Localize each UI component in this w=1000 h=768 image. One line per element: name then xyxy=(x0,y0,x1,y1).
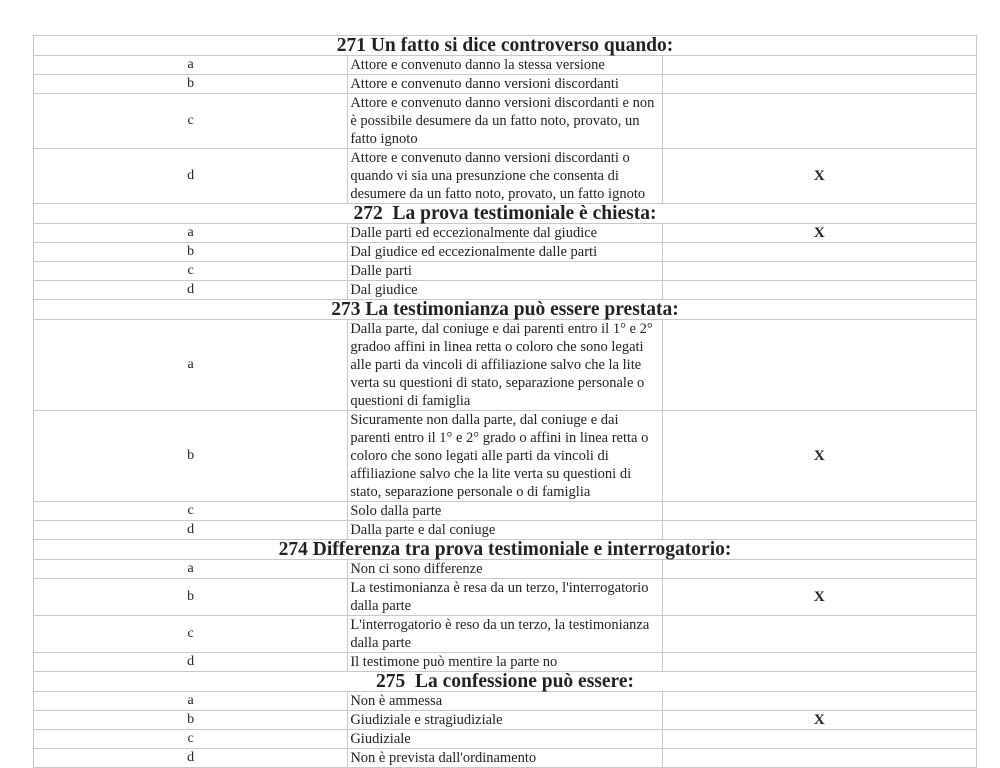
answer-letter: d xyxy=(34,653,348,672)
answer-letter: c xyxy=(34,94,348,149)
answer-row xyxy=(34,262,977,281)
answer-text: Dalle parti xyxy=(348,262,662,281)
answer-letter: a xyxy=(34,560,348,579)
question-header-row xyxy=(34,540,977,560)
answer-letter: d xyxy=(34,281,348,300)
answer-mark xyxy=(662,730,976,749)
answer-letter: c xyxy=(34,616,348,653)
answer-letter: a xyxy=(34,692,348,711)
answer-row xyxy=(34,243,977,262)
answer-mark xyxy=(662,320,976,411)
answer-letter: d xyxy=(34,521,348,540)
answer-letter: a xyxy=(34,224,348,243)
question-header-row xyxy=(34,36,977,56)
answer-text: Non è prevista dall'ordinamento xyxy=(348,749,662,768)
answer-row xyxy=(34,730,977,749)
answer-text: Attore e convenuto danno versioni discordanti o quando vi sia una presunzione che consenta di desumere da un fatto noto, provato, un fatto ignoto xyxy=(348,149,662,204)
answer-letter: b xyxy=(34,711,348,730)
answer-mark xyxy=(662,502,976,521)
answer-text: Dal giudice ed eccezionalmente dalle parti xyxy=(348,243,662,262)
answer-text: Non è ammessa xyxy=(348,692,662,711)
question-header-row xyxy=(34,204,977,224)
answer-letter: c xyxy=(34,730,348,749)
answer-mark: X xyxy=(662,579,976,616)
answer-mark: X xyxy=(662,411,976,502)
answer-letter: b xyxy=(34,579,348,616)
answer-row xyxy=(34,224,977,243)
answer-row xyxy=(34,653,977,672)
answer-row xyxy=(34,521,977,540)
answer-row xyxy=(34,320,977,411)
answer-mark: X xyxy=(662,711,976,730)
answer-text: Dalla parte e dal coniuge xyxy=(348,521,662,540)
answer-mark: X xyxy=(662,149,976,204)
answer-row xyxy=(34,692,977,711)
answer-letter: b xyxy=(34,411,348,502)
question-title: 275 La confessione può essere: xyxy=(34,672,977,692)
answer-letter: a xyxy=(34,320,348,411)
answer-row xyxy=(34,75,977,94)
answer-letter: a xyxy=(34,56,348,75)
answer-letter: c xyxy=(34,502,348,521)
answer-row xyxy=(34,94,977,149)
answer-letter: d xyxy=(34,149,348,204)
answer-row xyxy=(34,560,977,579)
answer-row xyxy=(34,616,977,653)
answer-text: Attore e convenuto danno la stessa versione xyxy=(348,56,662,75)
answer-row xyxy=(34,149,977,204)
answer-letter: d xyxy=(34,749,348,768)
quiz-table xyxy=(33,35,977,768)
answer-text: Giudiziale xyxy=(348,730,662,749)
answer-mark xyxy=(662,281,976,300)
answer-row xyxy=(34,711,977,730)
answer-text: L'interrogatorio è reso da un terzo, la testimonianza dalla parte xyxy=(348,616,662,653)
answer-text: Attore e convenuto danno versioni discordanti e non è possibile desumere da un fatto noto, provato, un fatto ignoto xyxy=(348,94,662,149)
answer-text: Dalle parti ed eccezionalmente dal giudice xyxy=(348,224,662,243)
answer-text: La testimonianza è resa da un terzo, l'interrogatorio dalla parte xyxy=(348,579,662,616)
answer-letter: b xyxy=(34,75,348,94)
answer-row xyxy=(34,56,977,75)
question-header-row xyxy=(34,672,977,692)
answer-mark xyxy=(662,75,976,94)
question-title: 271 Un fatto si dice controverso quando: xyxy=(34,36,977,56)
answer-letter: c xyxy=(34,262,348,281)
answer-mark xyxy=(662,692,976,711)
answer-row xyxy=(34,749,977,768)
answer-text: Solo dalla parte xyxy=(348,502,662,521)
answer-mark xyxy=(662,560,976,579)
question-header-row xyxy=(34,300,977,320)
answer-mark xyxy=(662,749,976,768)
answer-text: Non ci sono differenze xyxy=(348,560,662,579)
answer-text: Sicuramente non dalla parte, dal coniuge e dai parenti entro il 1° e 2° grado o affini in linea retta o coloro che sono legati alle parti da vincoli di affiliazione salvo che la lite verta su questioni di stato, separazione personale o di famiglia xyxy=(348,411,662,502)
answer-row xyxy=(34,411,977,502)
question-title: 272 La prova testimoniale è chiesta: xyxy=(34,204,977,224)
answer-mark xyxy=(662,653,976,672)
answer-mark xyxy=(662,243,976,262)
answer-row xyxy=(34,281,977,300)
answer-mark: X xyxy=(662,224,976,243)
question-title: 274 Differenza tra prova testimoniale e interrogatorio: xyxy=(34,540,977,560)
answer-text: Dal giudice xyxy=(348,281,662,300)
answer-letter: b xyxy=(34,243,348,262)
answer-text: Il testimone può mentire la parte no xyxy=(348,653,662,672)
answer-mark xyxy=(662,521,976,540)
answer-mark xyxy=(662,94,976,149)
answer-mark xyxy=(662,56,976,75)
answer-text: Giudiziale e stragiudiziale xyxy=(348,711,662,730)
answer-row xyxy=(34,502,977,521)
question-title: 273 La testimonianza può essere prestata: xyxy=(34,300,977,320)
answer-text: Dalla parte, dal coniuge e dai parenti entro il 1° e 2° gradoo affini in linea retta o coloro che sono legati alle parti da vincoli di affiliazione salvo che la lite verta su questioni di stato, separazione personale o questioni di famiglia xyxy=(348,320,662,411)
answer-mark xyxy=(662,262,976,281)
answer-text: Attore e convenuto danno versioni discordanti xyxy=(348,75,662,94)
answer-mark xyxy=(662,616,976,653)
answer-row xyxy=(34,579,977,616)
